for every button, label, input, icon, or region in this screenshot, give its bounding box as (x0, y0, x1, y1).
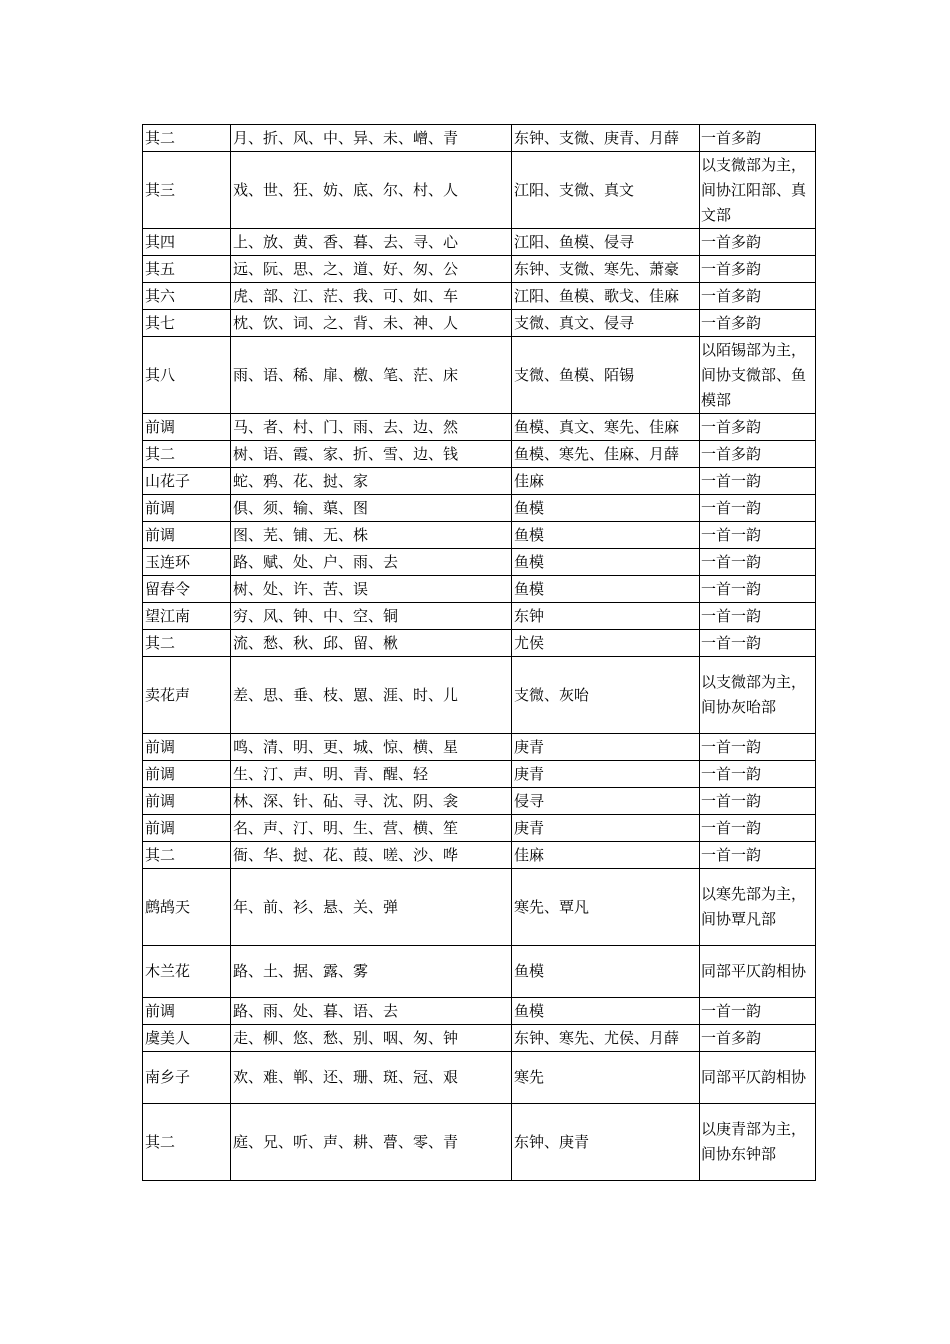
cipai-cell: 其三 (143, 152, 231, 229)
cipai-cell: 木兰花 (143, 946, 231, 998)
cipai-cell: 其二 (143, 842, 231, 869)
cipai-cell: 鹧鸪天 (143, 869, 231, 946)
table-row (143, 1104, 816, 1181)
usage-note-cell: 一首一韵 (700, 522, 816, 549)
rhyme-groups-cell: 鱼模 (512, 998, 700, 1025)
rhyme-chars-cell: 雨、语、稀、扉、檄、笔、茫、床 (231, 337, 512, 414)
table-row (143, 549, 816, 576)
cipai-cell: 其七 (143, 310, 231, 337)
rhyme-chars-cell: 路、雨、处、暮、语、去 (231, 998, 512, 1025)
rhyme-groups-cell: 庚青 (512, 761, 700, 788)
table-row (143, 229, 816, 256)
rhyme-chars-cell: 上、放、黄、香、暮、去、寻、心 (231, 229, 512, 256)
usage-note-cell: 同部平仄韵相协 (700, 1052, 816, 1104)
usage-note-cell: 一首一韵 (700, 815, 816, 842)
table-row (143, 414, 816, 441)
rhyme-groups-cell: 鱼模 (512, 576, 700, 603)
usage-note-cell: 一首多韵 (700, 310, 816, 337)
cipai-cell: 其二 (143, 125, 231, 152)
cipai-cell: 前调 (143, 414, 231, 441)
cipai-cell: 其八 (143, 337, 231, 414)
rhyme-chars-cell: 远、阮、思、之、道、好、匆、公 (231, 256, 512, 283)
table-row (143, 256, 816, 283)
table-row (143, 337, 816, 414)
rhyme-chars-cell: 树、处、许、苦、误 (231, 576, 512, 603)
usage-note-cell: 一首一韵 (700, 630, 816, 657)
table-row (143, 441, 816, 468)
rhyme-chars-cell: 戏、世、狂、妨、底、尔、村、人 (231, 152, 512, 229)
rhyme-groups-cell: 江阳、支微、真文 (512, 152, 700, 229)
rhyme-chars-cell: 虎、部、江、茫、我、可、如、车 (231, 283, 512, 310)
rhyme-chars-cell: 鸣、清、明、更、城、惊、横、星 (231, 734, 512, 761)
rhyme-groups-cell: 鱼模 (512, 522, 700, 549)
table-row (143, 522, 816, 549)
usage-note-cell: 以支微部为主，间协灰咍部 (700, 657, 816, 734)
usage-note-cell: 一首一韵 (700, 495, 816, 522)
cipai-cell: 前调 (143, 522, 231, 549)
rhyme-groups-cell: 寒先、覃凡 (512, 869, 700, 946)
rhyme-groups-cell: 鱼模 (512, 549, 700, 576)
usage-note-cell: 一首一韵 (700, 549, 816, 576)
usage-note-cell: 一首多韵 (700, 256, 816, 283)
usage-note-cell: 一首一韵 (700, 761, 816, 788)
rhyme-chars-cell: 生、汀、声、明、青、醒、轻 (231, 761, 512, 788)
table-row (143, 761, 816, 788)
rhyme-groups-cell: 佳麻 (512, 842, 700, 869)
cipai-cell: 玉连环 (143, 549, 231, 576)
usage-note-cell: 以寒先部为主，间协覃凡部 (700, 869, 816, 946)
rhyme-groups-cell: 鱼模、真文、寒先、佳麻 (512, 414, 700, 441)
rhyme-chars-cell: 穷、风、钟、中、空、铜 (231, 603, 512, 630)
rhyme-groups-cell: 东钟、支微、寒先、萧豪 (512, 256, 700, 283)
usage-note-cell: 一首多韵 (700, 1025, 816, 1052)
rhyme-groups-cell: 东钟 (512, 603, 700, 630)
rhyme-chars-cell: 图、芜、铺、无、株 (231, 522, 512, 549)
rhyme-groups-cell: 尤侯 (512, 630, 700, 657)
cipai-cell: 山花子 (143, 468, 231, 495)
cipai-cell: 前调 (143, 761, 231, 788)
rhyme-chars-cell: 月、折、风、中、异、未、嶒、青 (231, 125, 512, 152)
table-row (143, 1025, 816, 1052)
cipai-cell: 南乡子 (143, 1052, 231, 1104)
table-body (143, 125, 816, 1181)
table-row (143, 630, 816, 657)
usage-note-cell: 一首一韵 (700, 788, 816, 815)
cipai-cell: 留春令 (143, 576, 231, 603)
cipai-cell: 其五 (143, 256, 231, 283)
rhyme-groups-cell: 江阳、鱼模、侵寻 (512, 229, 700, 256)
rhyme-groups-cell: 佳麻 (512, 468, 700, 495)
cipai-cell: 其六 (143, 283, 231, 310)
cipai-cell: 虞美人 (143, 1025, 231, 1052)
cipai-cell: 前调 (143, 815, 231, 842)
rhyme-chars-cell: 蛇、鸦、花、挝、家 (231, 468, 512, 495)
usage-note-cell: 一首一韵 (700, 603, 816, 630)
table-row (143, 576, 816, 603)
table-row (143, 869, 816, 946)
usage-note-cell: 一首一韵 (700, 998, 816, 1025)
usage-note-cell: 一首一韵 (700, 842, 816, 869)
rhyme-chars-cell: 庭、兄、听、声、耕、瞢、零、青 (231, 1104, 512, 1181)
cipai-cell: 其二 (143, 441, 231, 468)
rhyme-chars-cell: 欢、难、郸、还、珊、斑、冠、艰 (231, 1052, 512, 1104)
rhyme-table (142, 124, 816, 1181)
table-row (143, 283, 816, 310)
cipai-cell: 望江南 (143, 603, 231, 630)
rhyme-chars-cell: 年、前、衫、悬、关、弹 (231, 869, 512, 946)
cipai-cell: 前调 (143, 998, 231, 1025)
table-row (143, 842, 816, 869)
rhyme-groups-cell: 鱼模 (512, 495, 700, 522)
rhyme-chars-cell: 差、思、垂、枝、罳、涯、时、儿 (231, 657, 512, 734)
table-row (143, 998, 816, 1025)
table-row (143, 788, 816, 815)
table-row (143, 152, 816, 229)
rhyme-chars-cell: 路、赋、处、户、雨、去 (231, 549, 512, 576)
rhyme-chars-cell: 俱、须、输、蕖、图 (231, 495, 512, 522)
rhyme-groups-cell: 侵寻 (512, 788, 700, 815)
rhyme-chars-cell: 树、语、霞、家、折、雪、边、钱 (231, 441, 512, 468)
rhyme-groups-cell: 支微、灰咍 (512, 657, 700, 734)
usage-note-cell: 一首多韵 (700, 125, 816, 152)
table-row (143, 946, 816, 998)
rhyme-groups-cell: 鱼模 (512, 946, 700, 998)
table-row (143, 657, 816, 734)
cipai-cell: 卖花声 (143, 657, 231, 734)
rhyme-chars-cell: 路、土、据、露、雾 (231, 946, 512, 998)
cipai-cell: 其二 (143, 630, 231, 657)
usage-note-cell: 一首一韵 (700, 734, 816, 761)
rhyme-groups-cell: 支微、鱼模、陌锡 (512, 337, 700, 414)
cipai-cell: 前调 (143, 495, 231, 522)
table-row (143, 734, 816, 761)
usage-note-cell: 一首多韵 (700, 414, 816, 441)
table-row (143, 468, 816, 495)
cipai-cell: 其二 (143, 1104, 231, 1181)
rhyme-groups-cell: 东钟、庚青 (512, 1104, 700, 1181)
table-row (143, 815, 816, 842)
rhyme-groups-cell: 鱼模、寒先、佳麻、月薛 (512, 441, 700, 468)
usage-note-cell: 一首一韵 (700, 576, 816, 603)
table-row (143, 125, 816, 152)
rhyme-chars-cell: 走、柳、悠、愁、别、咽、匆、钟 (231, 1025, 512, 1052)
usage-note-cell: 一首一韵 (700, 468, 816, 495)
usage-note-cell: 一首多韵 (700, 229, 816, 256)
usage-note-cell: 一首多韵 (700, 441, 816, 468)
rhyme-groups-cell: 东钟、支微、庚青、月薛 (512, 125, 700, 152)
usage-note-cell: 一首多韵 (700, 283, 816, 310)
rhyme-groups-cell: 东钟、寒先、尤侯、月薛 (512, 1025, 700, 1052)
cipai-cell: 前调 (143, 788, 231, 815)
rhyme-groups-cell: 庚青 (512, 734, 700, 761)
table-row (143, 603, 816, 630)
rhyme-groups-cell: 支微、真文、侵寻 (512, 310, 700, 337)
rhyme-chars-cell: 枕、饮、词、之、背、未、神、人 (231, 310, 512, 337)
table-row (143, 310, 816, 337)
rhyme-chars-cell: 流、愁、秋、邱、留、楸 (231, 630, 512, 657)
rhyme-chars-cell: 马、者、村、门、雨、去、边、然 (231, 414, 512, 441)
usage-note-cell: 以陌锡部为主，间协支微部、鱼模部 (700, 337, 816, 414)
rhyme-chars-cell: 林、深、针、砧、寻、沈、阴、衾 (231, 788, 512, 815)
cipai-cell: 其四 (143, 229, 231, 256)
rhyme-chars-cell: 名、声、汀、明、生、营、横、笙 (231, 815, 512, 842)
rhyme-groups-cell: 江阳、鱼模、歌戈、佳麻 (512, 283, 700, 310)
usage-note-cell: 以支微部为主，间协江阳部、真文部 (700, 152, 816, 229)
usage-note-cell: 同部平仄韵相协 (700, 946, 816, 998)
rhyme-chars-cell: 衙、华、挝、花、葭、嗟、沙、哗 (231, 842, 512, 869)
cipai-cell: 前调 (143, 734, 231, 761)
table-row (143, 495, 816, 522)
rhyme-groups-cell: 寒先 (512, 1052, 700, 1104)
table-row (143, 1052, 816, 1104)
rhyme-groups-cell: 庚青 (512, 815, 700, 842)
usage-note-cell: 以庚青部为主，间协东钟部 (700, 1104, 816, 1181)
